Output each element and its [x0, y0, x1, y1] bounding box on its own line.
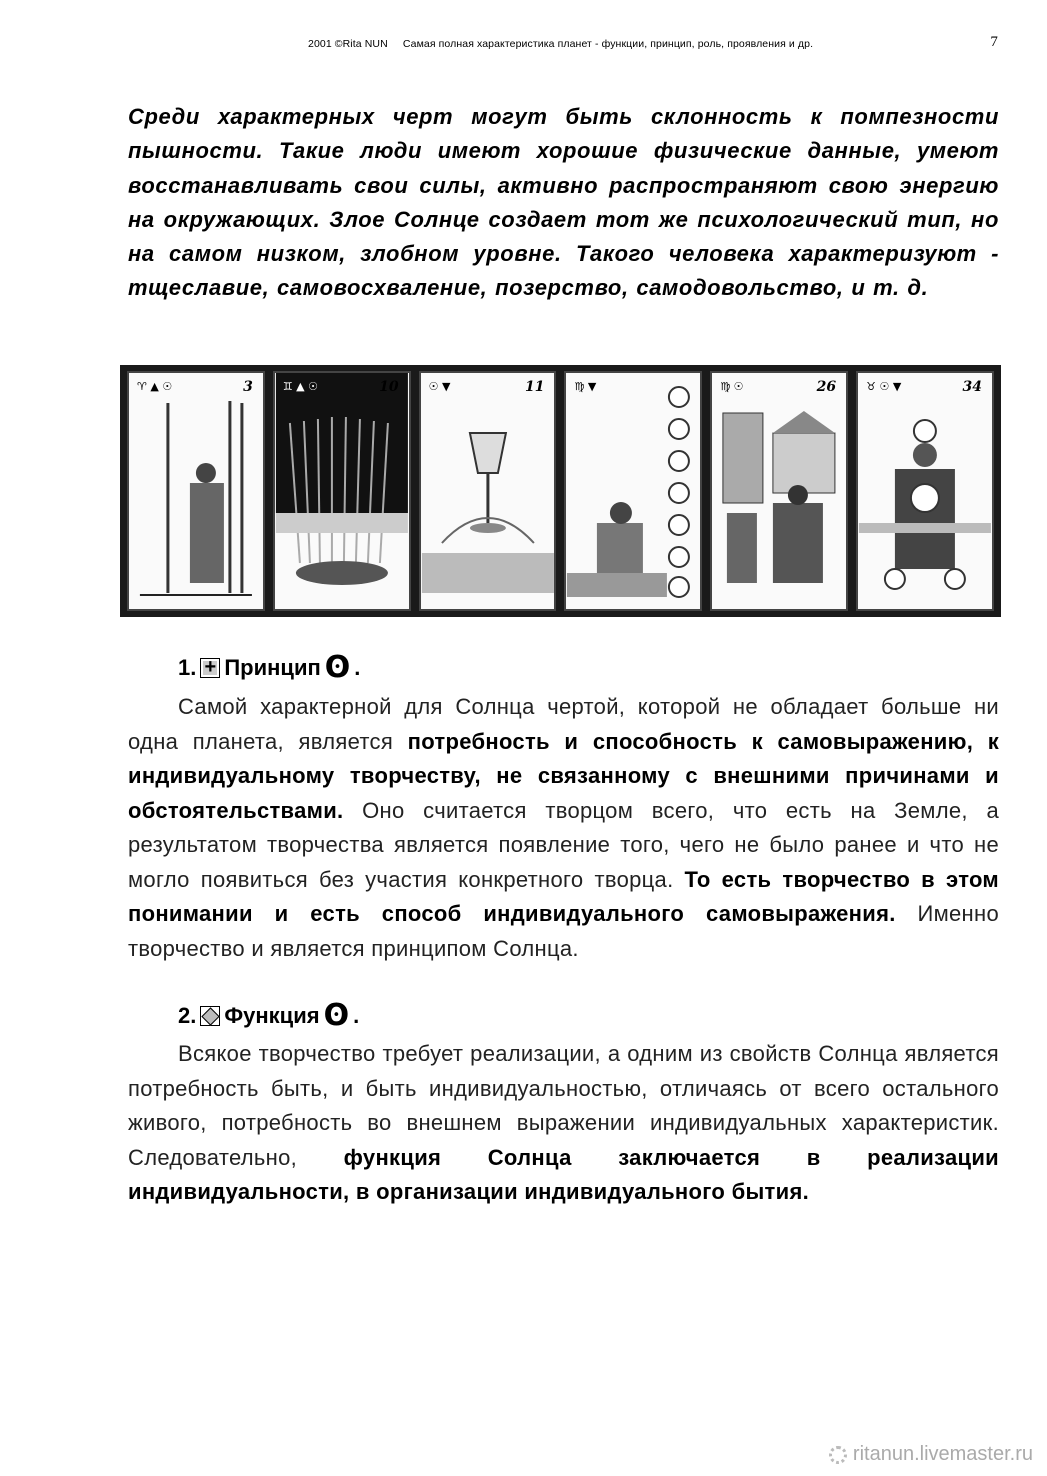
- tarot-card-2: [273, 371, 411, 611]
- card-number: 10: [379, 379, 399, 395]
- card-symbols: ♍ ▼: [574, 380, 597, 393]
- section-dot: .: [354, 655, 361, 680]
- card-symbols: ♉ ☉ ▼: [866, 380, 902, 393]
- card-illustration: [858, 373, 992, 609]
- header-text: 2001 ©Rita NUN Самая полная характеристика планет - функции, принцип, роль, проявления и др.: [308, 38, 814, 50]
- section-1-body: [128, 690, 999, 966]
- watermark: [829, 1443, 1033, 1466]
- page-number: 7: [990, 34, 998, 50]
- section-2-heading: [178, 998, 360, 1033]
- section-1-heading: [178, 650, 361, 685]
- page-header: [308, 34, 998, 50]
- card-illustration: [421, 373, 555, 609]
- section-1-bold-2: То есть творчество в этом понимании и есть способ индивидуального самовыражения.: [128, 866, 999, 926]
- card-illustration: [275, 373, 409, 609]
- plus-box-icon: [200, 658, 220, 678]
- section-title: Принцип: [224, 655, 321, 680]
- sun-symbol-icon: ʘ: [323, 998, 350, 1033]
- sun-symbol-icon: ʘ: [324, 650, 351, 685]
- diamond-box-icon: [200, 1006, 220, 1026]
- card-number: 26: [816, 379, 837, 395]
- section-1-text-3: Именно творчество и является принципом Солнца.: [128, 901, 999, 961]
- card-symbols: ♈ ▲ ☉: [137, 380, 173, 393]
- card-illustration: [712, 373, 846, 609]
- gear-icon: [829, 1446, 847, 1464]
- section-dot: .: [353, 1003, 360, 1028]
- card-number: 11: [525, 379, 545, 395]
- tarot-card-6: [856, 371, 994, 611]
- card-symbols: ♊ ▲ ☉: [282, 380, 319, 393]
- section-2-body: [128, 1037, 999, 1210]
- tarot-card-3: [419, 371, 557, 611]
- section-title: Функция: [224, 1003, 320, 1028]
- card-number: 3: [243, 379, 253, 395]
- tarot-card-4: [564, 371, 702, 611]
- intro-paragraph: Среди характерных черт могут быть склонность к помпезности пышности. Такие люди имеют хорошие физические данные, умеют восстанавливать свои силы, активно распространяют свою энергию на окружающих. Злое Солнце создает тот же психологический тип, но на самом низком, злобном уровне. Такого человека характеризуют - тщеславие, самовосхваление, позерство, самодовольство, и т. д.: [128, 104, 999, 301]
- tarot-card-1: [127, 371, 265, 611]
- section-1-text-1: Самой характерной для Солнца чертой, которой не обладает больше ни одна планета, является: [128, 694, 999, 754]
- section-number: 1.: [178, 655, 197, 680]
- card-illustration: [129, 373, 263, 609]
- section-1-bold-1: потребность и способность к самовыражению, к индивидуальному творчеству, не связанному с внешними причинами и обстоятельствами.: [128, 728, 1000, 823]
- section-number: 2.: [178, 1003, 197, 1028]
- card-number: 34: [962, 379, 982, 395]
- section-2-bold-1: функция Солнца заключается в реализации индивидуальности, в организации индивидуального бытия.: [128, 1144, 999, 1204]
- section-1-text-2: Оно считается творцом всего, что есть на Земле, а результатом творчества является появление того, чего не было ранее и что не могло появиться без участия конкретного творца.: [128, 797, 999, 892]
- tarot-card-5: [710, 371, 848, 611]
- card-symbols: ☉ ▼: [428, 380, 451, 393]
- card-illustration: [566, 373, 700, 609]
- watermark-text: ritanun.livemaster.ru: [852, 1443, 1033, 1465]
- section-2-text-1: Всякое творчество требует реализации, а одним из свойств Солнца является потребность быть, и быть индивидуальностью, отличаясь от всего остального живого, потребность во внешнем выражении индивидуальных характеристик. Следовательно,: [128, 1041, 999, 1170]
- card-symbols: ♍ ☉: [720, 380, 744, 393]
- tarot-cards-strip: [120, 365, 1001, 617]
